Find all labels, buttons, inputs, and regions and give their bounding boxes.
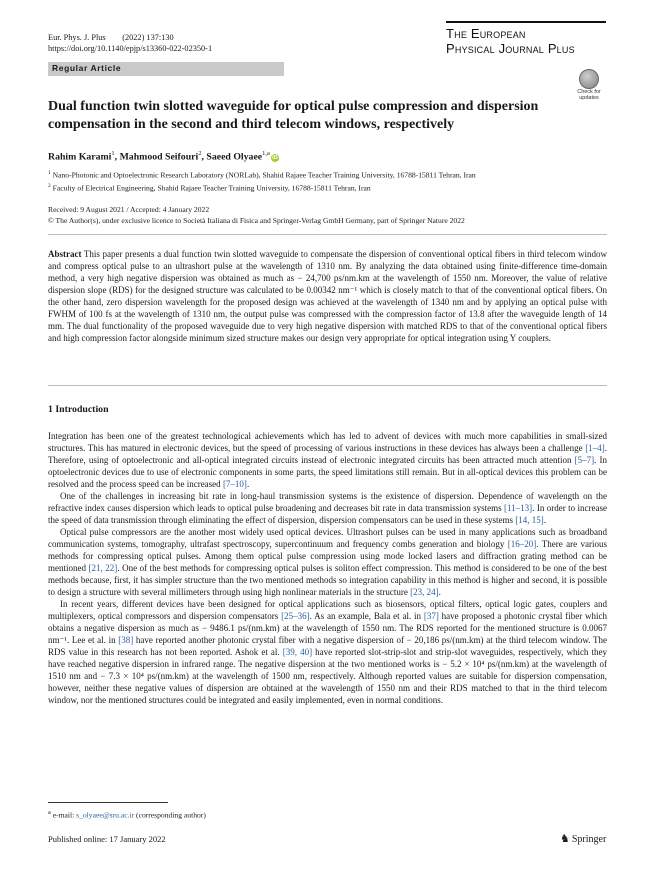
affiliation-number: 1 (48, 170, 51, 176)
author-name[interactable]: Rahim Karami (48, 151, 112, 163)
citation-link[interactable]: [11–13] (504, 503, 533, 513)
section-heading: 1 Introduction (48, 404, 109, 415)
badge-line2: updates (579, 95, 599, 101)
abstract-text: This paper presents a dual function twin slotted waveguide to compensate the dispersion of conventional optical fibers in third telecom window and compress optical pulse to an ultrashort pulse at the wavelength of 1310 nm. By analyzing the data obtained using finite-difference time-domain method, a very high negative dispersion was obtained as much as − 24,700 ps/nm.km at the wavelength of 1550 nm. Moreover, the value of relative dispersion slope (RDS) for the designed structure was calculated to be 0.00342 nm⁻¹ which is closely match to that of the conventional optical fibers. On the other hand, zero dispersion wavelength for the proposed design was achieved at the wavelength of 1340 nm and by applying an optical pulse with FWHM of 100 fs at the wavelength of 1310 nm, the output pulse was compressed with the compression factor of 13.8 after the waveguide length of 14 mm. The dual functionality of the proposed waveguide due to very high negative dispersion with matched RDS to that of the conventional optical fibers and high compression factor alongside minimum sized structure makes our design very appropriate for optical integration using Y couplers. (48, 249, 607, 343)
abstract-label: Abstract (48, 249, 82, 259)
journal-logo (446, 26, 575, 56)
author-name[interactable]: Saeed Olyaee (206, 151, 263, 163)
paper-title: Dual function twin slotted waveguide for optical pulse compression and dispersion compensation in the second and third telecom windows, respectively (48, 99, 539, 132)
article-meta (48, 32, 212, 54)
article-dates (48, 204, 465, 226)
citation-link[interactable]: [38] (118, 635, 134, 645)
affiliation-text: Nano-Photonic and Optoelectronic Research Laboratory (NORLab), Shahid Rajaee Teacher Training University, 16788-15811 Tehran, Iran (52, 170, 476, 180)
citation-link[interactable]: [7–10] (222, 479, 247, 489)
body-text (48, 430, 607, 706)
email-link[interactable]: s_olyaee@sru.ac.ir (76, 810, 135, 820)
citation-link[interactable]: [16–20] (507, 539, 537, 549)
affiliations (48, 168, 476, 193)
article-type: Regular Article (52, 63, 122, 73)
journal-reference: Eur. Phys. J. Plus (2022) 137:130 (48, 33, 174, 42)
citation-link[interactable]: [25–36] (281, 611, 310, 621)
citation-link[interactable]: [14, 15] (515, 515, 544, 525)
paragraph: In recent years, different devices have been designed for optical applications such as biosensors, optical filters, optical logic gates, couplers and multiplexers, optical compressors and dispersion compensators [25–36]. As an example, Bala et al. in [37] have proposed a photonic crystal fiber which obtains a negative dispersion as much as − 9486.1 ps/(nm.km) at the wavelength of 1550 nm. The RDS reported for the mentioned structure is 0.0067 nm⁻¹. Lee et al. in [38] have reported another photonic crystal fiber with a negative dispersion of − 20,186 ps/(nm.km) at the third telecom window. The RDS value in this research has not been reported. Ashok et al. [39, 40] have reported slot-strip-slot and strip-slot waveguides, respectively, which they have reached negative dispersion in infrared range. The negative dispersion at the two mentioned works is − 5.2 × 10⁴ ps/(nm.km) at the wavelength of 1510 nm and − 7.3 × 10⁴ ps/(nm.km) at the wavelength of 1500 nm, respectively. Although reported values are suitable for dispersion compensation, however, neither these negative values of dispersion are obtained at the wavelength of 1550 nm and their RDS matched to that in the third telecom window, nor the mentioned structures could be integrated and easily implemented, even in normal conditions. (48, 599, 608, 705)
author-affiliation-marker: 2 (198, 150, 202, 157)
publisher-name: Springer (571, 834, 607, 845)
article-type-banner (48, 62, 284, 76)
affiliation-text: Faculty of Electrical Engineering, Shahid Rajaee Teacher Training University, 16788-15811 Tehran, Iran (52, 183, 371, 193)
affiliation-1 (48, 168, 476, 181)
affiliation-number: 2 (48, 182, 51, 189)
footnote-marker: a (48, 809, 51, 816)
citation-link[interactable]: [39, 40] (282, 647, 313, 657)
journal-name-line2: Physical Journal Plus (446, 41, 575, 56)
doi-link[interactable]: https://doi.org/10.1140/epjp/s13360-022-02350-1 (48, 44, 213, 53)
citation-link[interactable]: [1–4] (585, 443, 605, 453)
footnote: $^a$ e-mail: s_olyaee@sru.ac.ir (corresponding author) (48, 809, 206, 820)
abstract (48, 248, 607, 344)
citation-link[interactable]: [23, 24] (410, 587, 439, 597)
author-affiliation-marker: 1 (111, 150, 115, 157)
publisher-logo (560, 832, 606, 845)
crossmark-icon (579, 69, 599, 89)
paragraph: Integration has been one of the greatest technological achievements which has led to advent of devices with much more capabilities in small-sized structures. This has matured in electronic devices, but the speed of processing of various instructions in these devices has always been a challenge [1–4]. Therefore, using of optoelectronic and all-optical integrated circuits instead of electronic integrated circuits has been attracted much attention [5–7]. In optoelectronic devices due to use of electronic components in some parts, the speed limitations still remain. But in all-optical devices this problem can be resolved and the process speed can be increased [7–10]. (48, 431, 608, 489)
received-accepted: Received: 9 August 2021 / Accepted: 4 January 2022 (48, 205, 210, 214)
paragraph: Optical pulse compressors are the another most widely used optical devices. Ultrashort pulses can be used in many applications such as broadband communication systems, tomography, ultrafast spectroscopy, supercontinuum and frequency combs generation and biology [16–20]. There are various methods for compressing optical pulses. Among them optical pulse compression using mode locked lasers and diffraction grating method can be mentioned [21, 22]. One of the best methods for compressing optical pulses is soliton effect compression. This method is considered to be one of the best methods because, first, it has simpler structure than the two mentioned methods so integration capability in this method is higher and second, it is possible to design a structure with several millimeters through using high nonlinear materials in the structure [23, 24]. (48, 527, 608, 597)
author-list: Rahim Karami$^1$, Mahmood Seifouri$^2$, Saeed Olyaee$^{1,a}$iD (48, 150, 278, 163)
badge-line1: Check for (577, 89, 601, 95)
journal-name-line1: The European (446, 26, 526, 41)
divider (48, 385, 607, 386)
citation-link[interactable]: [5–7] (574, 455, 595, 465)
orcid-icon[interactable]: iD (272, 155, 278, 162)
copyright-notice: © The Author(s), under exclusive licence to Società Italiana di Fisica and Springer-Verlag GmbH Germany, part of Springer Nature 2022 (48, 216, 465, 225)
footnote-rule (48, 802, 168, 803)
author-name[interactable]: Mahmood Seifouri (119, 151, 199, 163)
springer-horse-icon: ♞ (560, 833, 570, 845)
check-for-updates-badge[interactable] (571, 69, 607, 103)
journal-rule (446, 21, 606, 23)
published-date: Published online: 17 January 2022 (48, 834, 166, 844)
citation-link[interactable]: [21, 22] (88, 563, 118, 573)
paragraph: One of the challenges in increasing bit rate in long-haul transmission systems is the existence of dispersion. Dependence of wavelength on the refractive index causes dispersion which leads to optical pulse broadening and decreases bit rate in data transmission systems [11–13]. In order to increase the speed of data transmission through eliminating the effect of dispersion, dispersion compensators can be used in these systems [14, 15]. (48, 491, 607, 525)
citation-link[interactable]: [37] (423, 611, 439, 621)
affiliation-2 (48, 181, 476, 194)
divider (48, 234, 607, 235)
author-affiliation-marker: 1,a (262, 150, 270, 157)
